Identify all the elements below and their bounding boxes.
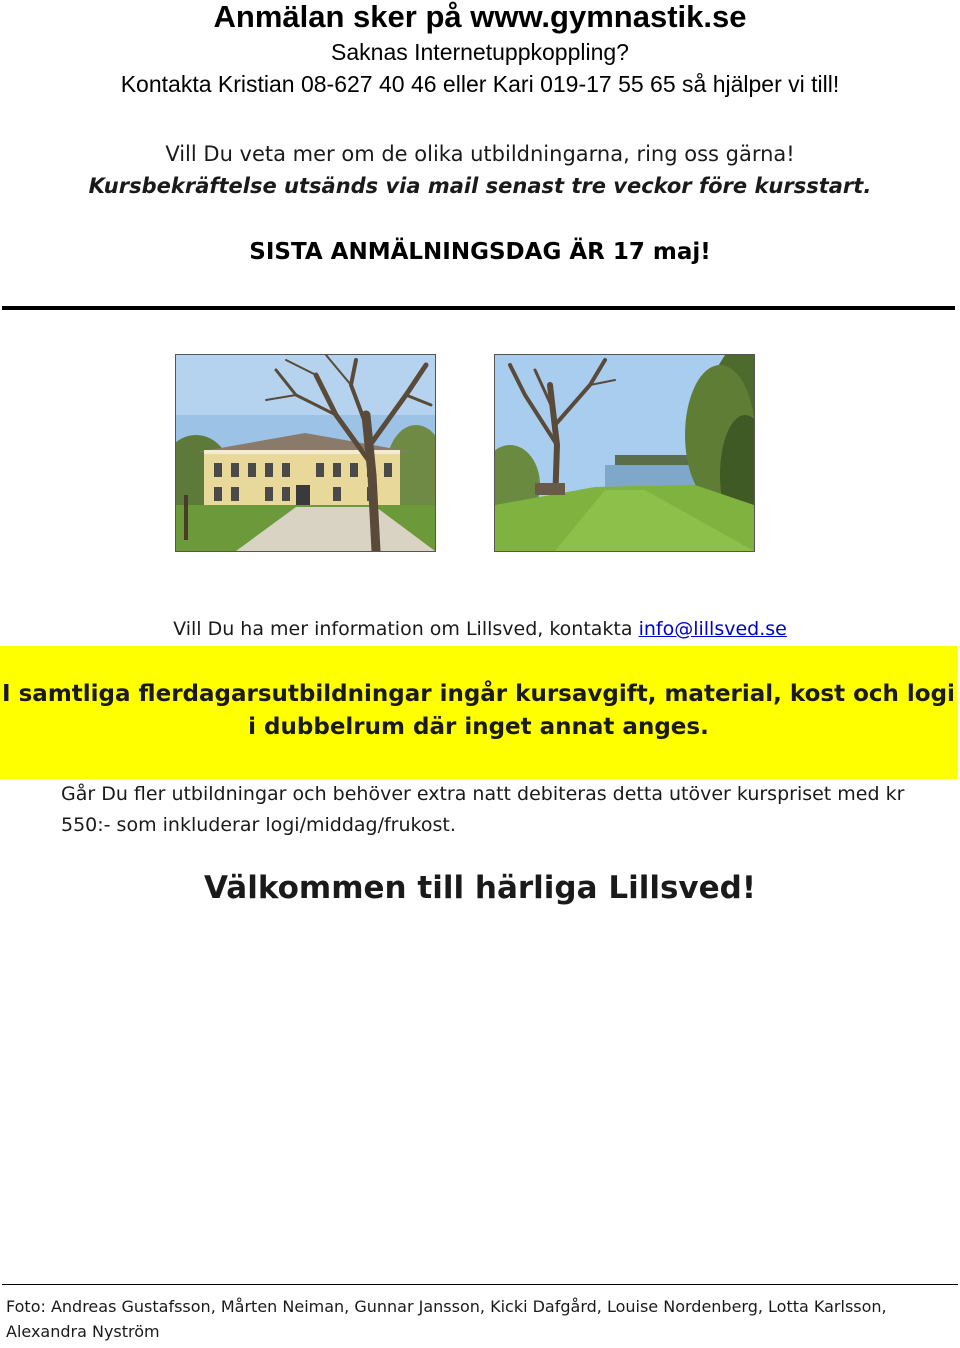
confirmation-notice: Kursbekräftelse utsänds via mail senast tre veckor före kursstart.	[88, 174, 872, 198]
footer-divider	[2, 1284, 958, 1285]
fees-notice: I samtliga flerdagarsutbildningar ingår kursavgift, material, kost och logi i dubbelrum där inget annat anges.	[2, 681, 955, 740]
photo-credits: Foto: Andreas Gustafsson, Mårten Neiman, Gunnar Jansson, Kicki Dafgård, Louise Nordenberg, Lotta Karlsson, Alexandra Nyström	[6, 1297, 887, 1341]
email-link[interactable]: info@lillsved.se	[638, 618, 787, 640]
info-contact-line	[0, 615, 960, 643]
info-text: Vill Du ha mer information om Lillsved, kontakta	[173, 618, 639, 640]
welcome-heading: Välkommen till härliga Lillsved!	[204, 870, 756, 906]
page-title: Anmälan sker på www.gymnastik.se	[213, 0, 747, 34]
section-divider	[2, 306, 955, 310]
call-us-text: Vill Du veta mer om de olika utbildningarna, ring oss gärna!	[165, 142, 795, 166]
contact-info: Kontakta Kristian 08-627 40 46 eller Kari 019-17 55 65 så hjälper vi till!	[120, 71, 840, 97]
registration-deadline: SISTA ANMÄLNINGSDAG ÄR 17 maj!	[249, 239, 711, 265]
manor-house-photo	[175, 354, 436, 552]
extra-night-notice: Går Du fler utbildningar och behöver extra natt debiteras detta utöver kurspriset med kr 550:- som inkluderar logi/middag/frukost.	[61, 783, 905, 836]
lake-meadow-photo	[494, 354, 755, 552]
no-internet-question: Saknas Internetuppkoppling?	[331, 39, 629, 65]
